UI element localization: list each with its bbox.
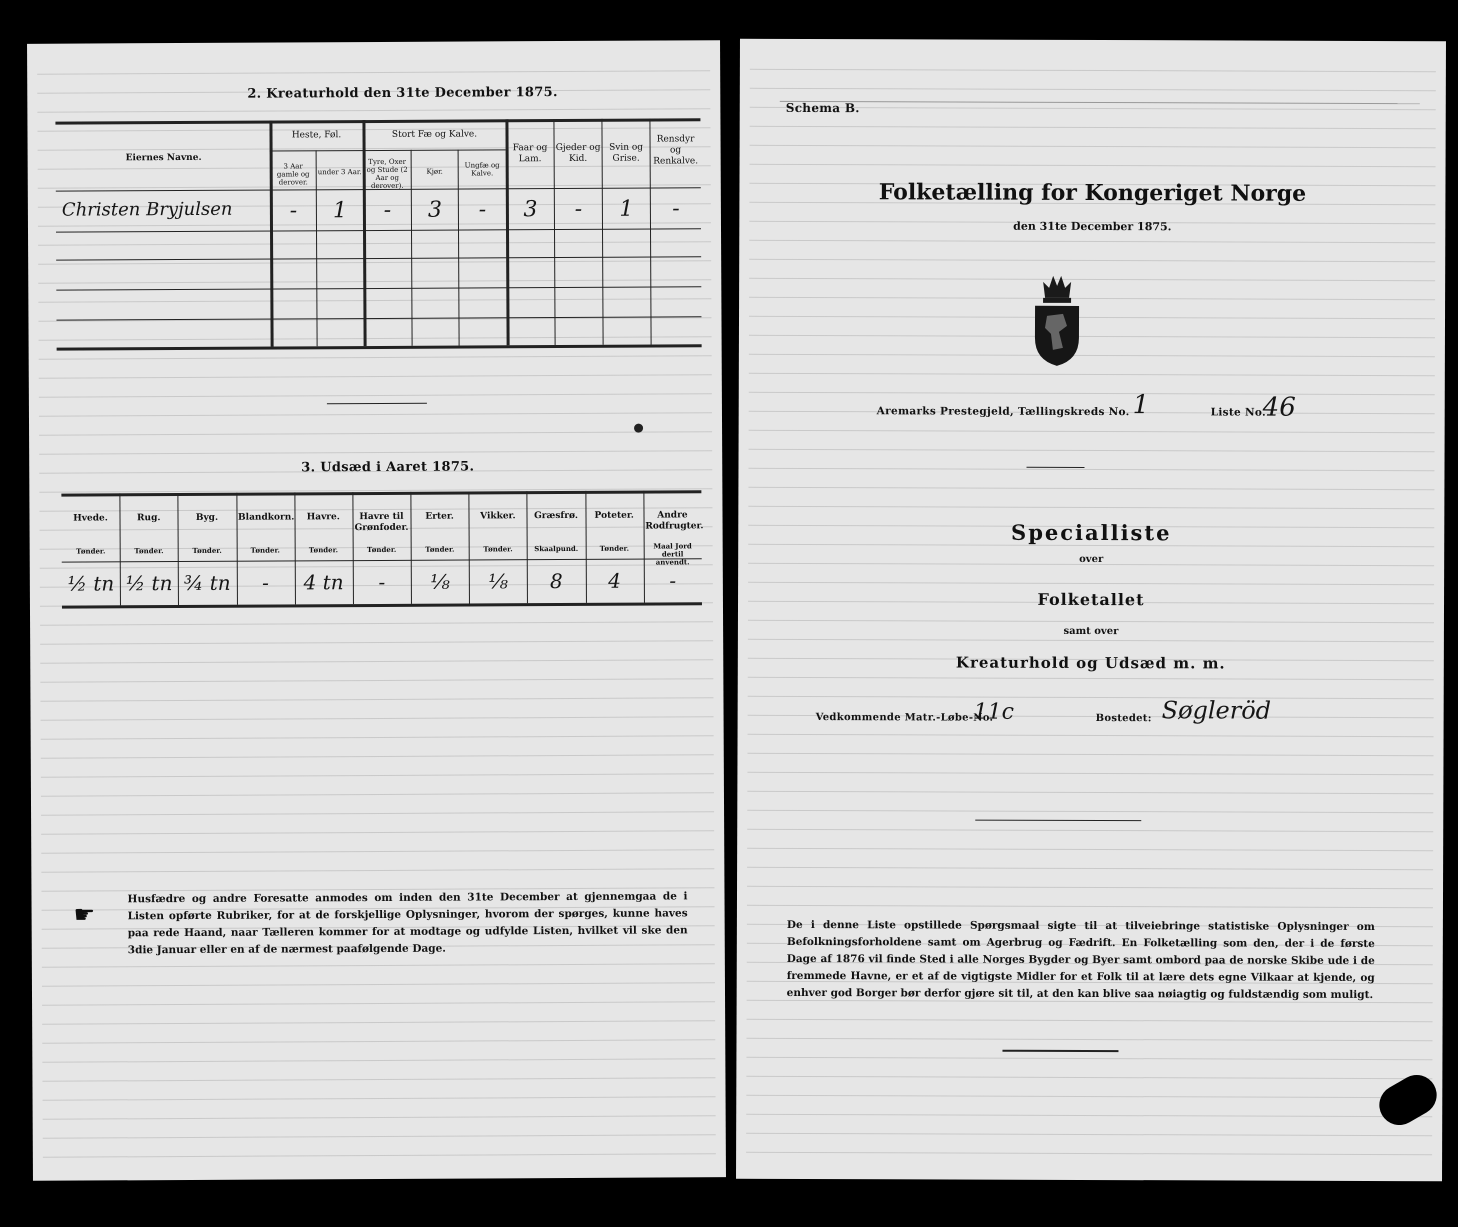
ghost-rule [747,829,1433,832]
ghost-rule [41,773,714,778]
horses-young-value: 1 [332,198,347,224]
ghost-rule [747,810,1433,813]
ghost-rule [749,373,1435,376]
ghost-rule [749,278,1435,281]
ghost-rule [747,886,1433,889]
ghost-rule [39,393,712,398]
udsaed-header: Blandkorn. [238,512,295,523]
ghost-rule [749,430,1435,433]
table-rule [62,558,702,562]
ink-dot [634,424,643,433]
udsaed-unit: Tønder. [192,545,222,555]
ghost-rule [748,639,1434,642]
ghost-rule [43,1096,716,1101]
left-page [27,40,726,1181]
bosted-value: Søgleröd [1161,696,1272,725]
ghost-rule [746,1114,1432,1117]
ghost-rule [39,355,712,360]
ghost-rule [40,621,713,626]
ghost-rule [41,849,714,854]
ghost-rule [38,298,711,303]
table-rule [56,286,701,290]
ghost-rule [38,241,711,246]
table-rule [57,344,702,350]
udsaed-unit: Tønder. [250,545,280,555]
ghost-rule [39,412,712,417]
pigs-header: Svin og Grise. [609,142,644,164]
ghost-rule [41,811,714,816]
bulls-header: Tyre, Oxer og Stude (2 Aar og derover). [366,157,408,191]
udsaed-value: - [669,568,677,593]
udsaed-value: - [262,570,269,595]
ghost-rule [749,392,1435,395]
young-cattle-header: Ungfæ og Kalve. [464,161,500,178]
section3-title: 3. Udsæd i Aaret 1875. [301,459,475,476]
ghost-rule [748,468,1434,471]
udsaed-header: Havre til Grønfoder. [354,511,409,534]
udsaed-value: 4 [608,568,621,593]
ghost-rule [746,1076,1432,1079]
ghost-rule [747,905,1433,908]
udsaed-value: 8 [549,569,563,594]
young-cattle-value: - [478,197,487,223]
ghost-rule [39,336,712,341]
matr-value: 11c [973,699,1015,725]
ghost-rule [749,449,1435,452]
ghost-rule [39,450,712,455]
separator [1026,467,1084,468]
separator [327,403,427,405]
ghost-rule [748,620,1434,623]
ghost-rule [749,354,1435,357]
udsaed-header: Vikker. [480,511,516,522]
ghost-rule [40,659,713,664]
notice-text: Husfædre og andre Foresatte anmodes om inden den 31te December at gjennemgaa de i Listen opførte Rubriker, for at de forskjellige Oplysninger, hvorom der spørges, kunne haves paa rede Haand, naar Tælleren kommer for at modtage og udfylde Listen, hvilket vil ske den 3die Januar eller en af de nærmest paafølgende Dage. [127,890,688,957]
liste-label: Liste No. [1210,406,1266,419]
ghost-rule [38,260,711,265]
ghost-rule [748,734,1434,737]
main-title: Folketælling for Kongeriget Norge [878,179,1307,207]
owner-name: Christen Bryjulsen [61,198,233,221]
udsaed-header: Græsfrø. [534,510,579,522]
ghost-rule [747,1019,1433,1022]
liste-value: 46 [1262,392,1296,423]
ghost-rule [42,982,715,987]
udsaed-header: Rug. [137,513,161,524]
ghost-rule [40,697,713,702]
top-rule [780,101,1420,104]
ghost-rule [747,1038,1433,1041]
udsaed-value: ½ tn [125,571,173,596]
separator [1002,1050,1118,1052]
ghost-rule [43,1134,716,1139]
kreds-value: 1 [1132,390,1150,421]
table-col [269,121,273,347]
udsaed-unit: Tønder. [134,546,164,556]
pointing-hand-icon: ☛ [73,900,96,929]
date-line: den 31te December 1875. [1013,219,1172,234]
table-rule [62,602,702,608]
folketallet-label: Folketallet [1037,589,1145,610]
ghost-rule [43,1115,716,1120]
ghost-rule [747,753,1433,756]
ghost-rule [748,696,1434,699]
udsaed-unit: Tønder. [483,544,513,554]
over-label: over [1079,553,1104,566]
udsaed-unit: Tønder. [308,545,339,555]
special-title: Specialliste [1011,519,1172,546]
udsaed-value: 4 tn [303,570,344,595]
explanation-text: De i denne Liste opstillede Spørgsmaal sigte til at tilveiebringe statistiske Oplysninger om Befolkningsforholdene samt om Agerbrug og Fædrift. En Folketælling som den, der i de første Dage af 1876 vil finde Sted i alle Norges Bygder og Byer samt ombord paa de norske Skibe ude i de fremmede Havne, er et af de vigtigste Midler for et Folk til at lære dets egne Vilkaar at kjende, og enhver god Borger bør derfor gjøre sit til, at den kan blive saa nøiagtig og fuldstændig som muligt. [786,918,1375,1001]
table-rule [55,118,700,124]
udsaed-header: Andre Rodfrugter. [645,510,704,532]
ghost-rule [41,868,714,873]
ghost-rule [41,735,714,740]
udsaed-header: Erter. [425,511,454,522]
ghost-rule [746,1095,1432,1098]
ghost-rule [750,126,1436,129]
horses-old-value: - [289,198,298,224]
udsaed-value: ⅛ [488,569,508,594]
samt-over-label: samt over [1063,625,1119,638]
ghost-rule [746,1152,1432,1155]
ghost-rule [42,1077,715,1082]
reindeer-value: - [672,196,680,222]
table-rule [270,149,506,151]
ghost-rule [750,164,1436,167]
table-col [458,150,460,346]
pigs-value: 1 [619,196,634,222]
ghost-rule [749,240,1435,243]
udsaed-unit: Tønder. [425,544,455,554]
reindeer-header: Rensdyr og Renkalve. [653,134,699,167]
kreaturhold-label: Kreaturhold og Udsæd m. m. [955,653,1226,673]
ghost-rule [750,69,1436,72]
ghost-rule [746,1057,1432,1060]
ghost-rule [749,297,1435,300]
udsaed-unit: Maal Jord dertil anvendt. [653,541,692,567]
ghost-rule [748,506,1434,509]
ghost-rule [748,677,1434,680]
udsaed-value: ⅛ [430,569,450,594]
goats-header: Gjeder og Kid. [555,142,601,164]
section2-title: 2. Kreaturhold den 31te December 1875. [247,85,558,102]
udsaed-unit: Tønder. [367,544,397,555]
separator [975,820,1141,822]
bosted-label: Bostedet: [1095,713,1152,725]
ghost-rule [747,772,1433,775]
udsaed-header: Hvede. [73,513,108,524]
table-col [362,120,366,346]
udsaed-header: Havre. [306,512,340,523]
ghost-rule [749,316,1435,319]
table-col [411,150,413,346]
table-col [316,150,318,346]
horses-old-header: 3 Aar gamle og derover. [276,162,310,187]
ghost-rule [41,754,714,759]
ghost-rule [749,335,1435,338]
matr-label: Vedkommende Matr.-Løbe-No. [815,712,994,724]
ghost-rule [41,792,714,797]
udsaed-value: - [378,569,386,594]
ghost-rule [41,830,714,835]
goats-value: - [574,196,583,222]
udsaed-unit: Tønder. [76,546,106,556]
owner-header: Eiernes Navne. [125,152,202,164]
ghost-rule [40,678,713,683]
ghost-rule [38,279,711,284]
bulls-value: - [383,197,392,223]
ghost-rule [748,582,1434,585]
udsaed-unit: Skaalpund. [534,543,579,554]
ghost-rule [39,431,712,436]
coat-of-arms-icon [1029,268,1085,368]
ghost-rule [750,88,1436,91]
sheep-header: Faar og Lam. [512,143,548,165]
cattle-header: Stort Fæ og Kalve. [391,129,478,140]
parish-label: Aremarks Prestegjeld, Tællingskreds No. [876,405,1130,419]
ghost-rule [42,1039,715,1044]
ghost-rule [43,1153,716,1158]
cows-value: 3 [427,197,442,223]
ghost-rule [41,716,714,721]
horses-header: Heste, Føl. [291,130,342,141]
ghost-rule [42,1058,715,1063]
ghost-rule [747,848,1433,851]
udsaed-value: ¾ tn [183,570,231,596]
schema-label: Schema B. [785,100,860,116]
ghost-rule [750,145,1436,148]
ghost-rule [747,867,1433,870]
table-rule [56,228,701,232]
udsaed-header: Byg. [195,512,219,523]
ruled-background [27,40,720,44]
ghost-rule [42,1001,715,1006]
ghost-rule [748,487,1434,490]
udsaed-unit: Tønder. [599,543,630,553]
ghost-rule [42,963,715,968]
ghost-rule [39,374,712,379]
cows-header: Kjør. [426,167,443,176]
horses-young-header: under 3 Aar. [317,168,362,177]
ghost-rule [37,70,710,75]
ghost-rule [40,640,713,645]
ghost-rule [42,1020,715,1025]
ghost-rule [749,259,1435,262]
ghost-rule [746,1133,1432,1136]
udsaed-value: ½ tn [67,571,115,596]
ruled-background [740,39,1446,41]
sheep-value: 3 [523,197,538,223]
ghost-rule [747,791,1433,794]
udsaed-header: Poteter. [594,510,634,521]
ghost-rule [37,108,710,113]
right-page [736,39,1446,1181]
